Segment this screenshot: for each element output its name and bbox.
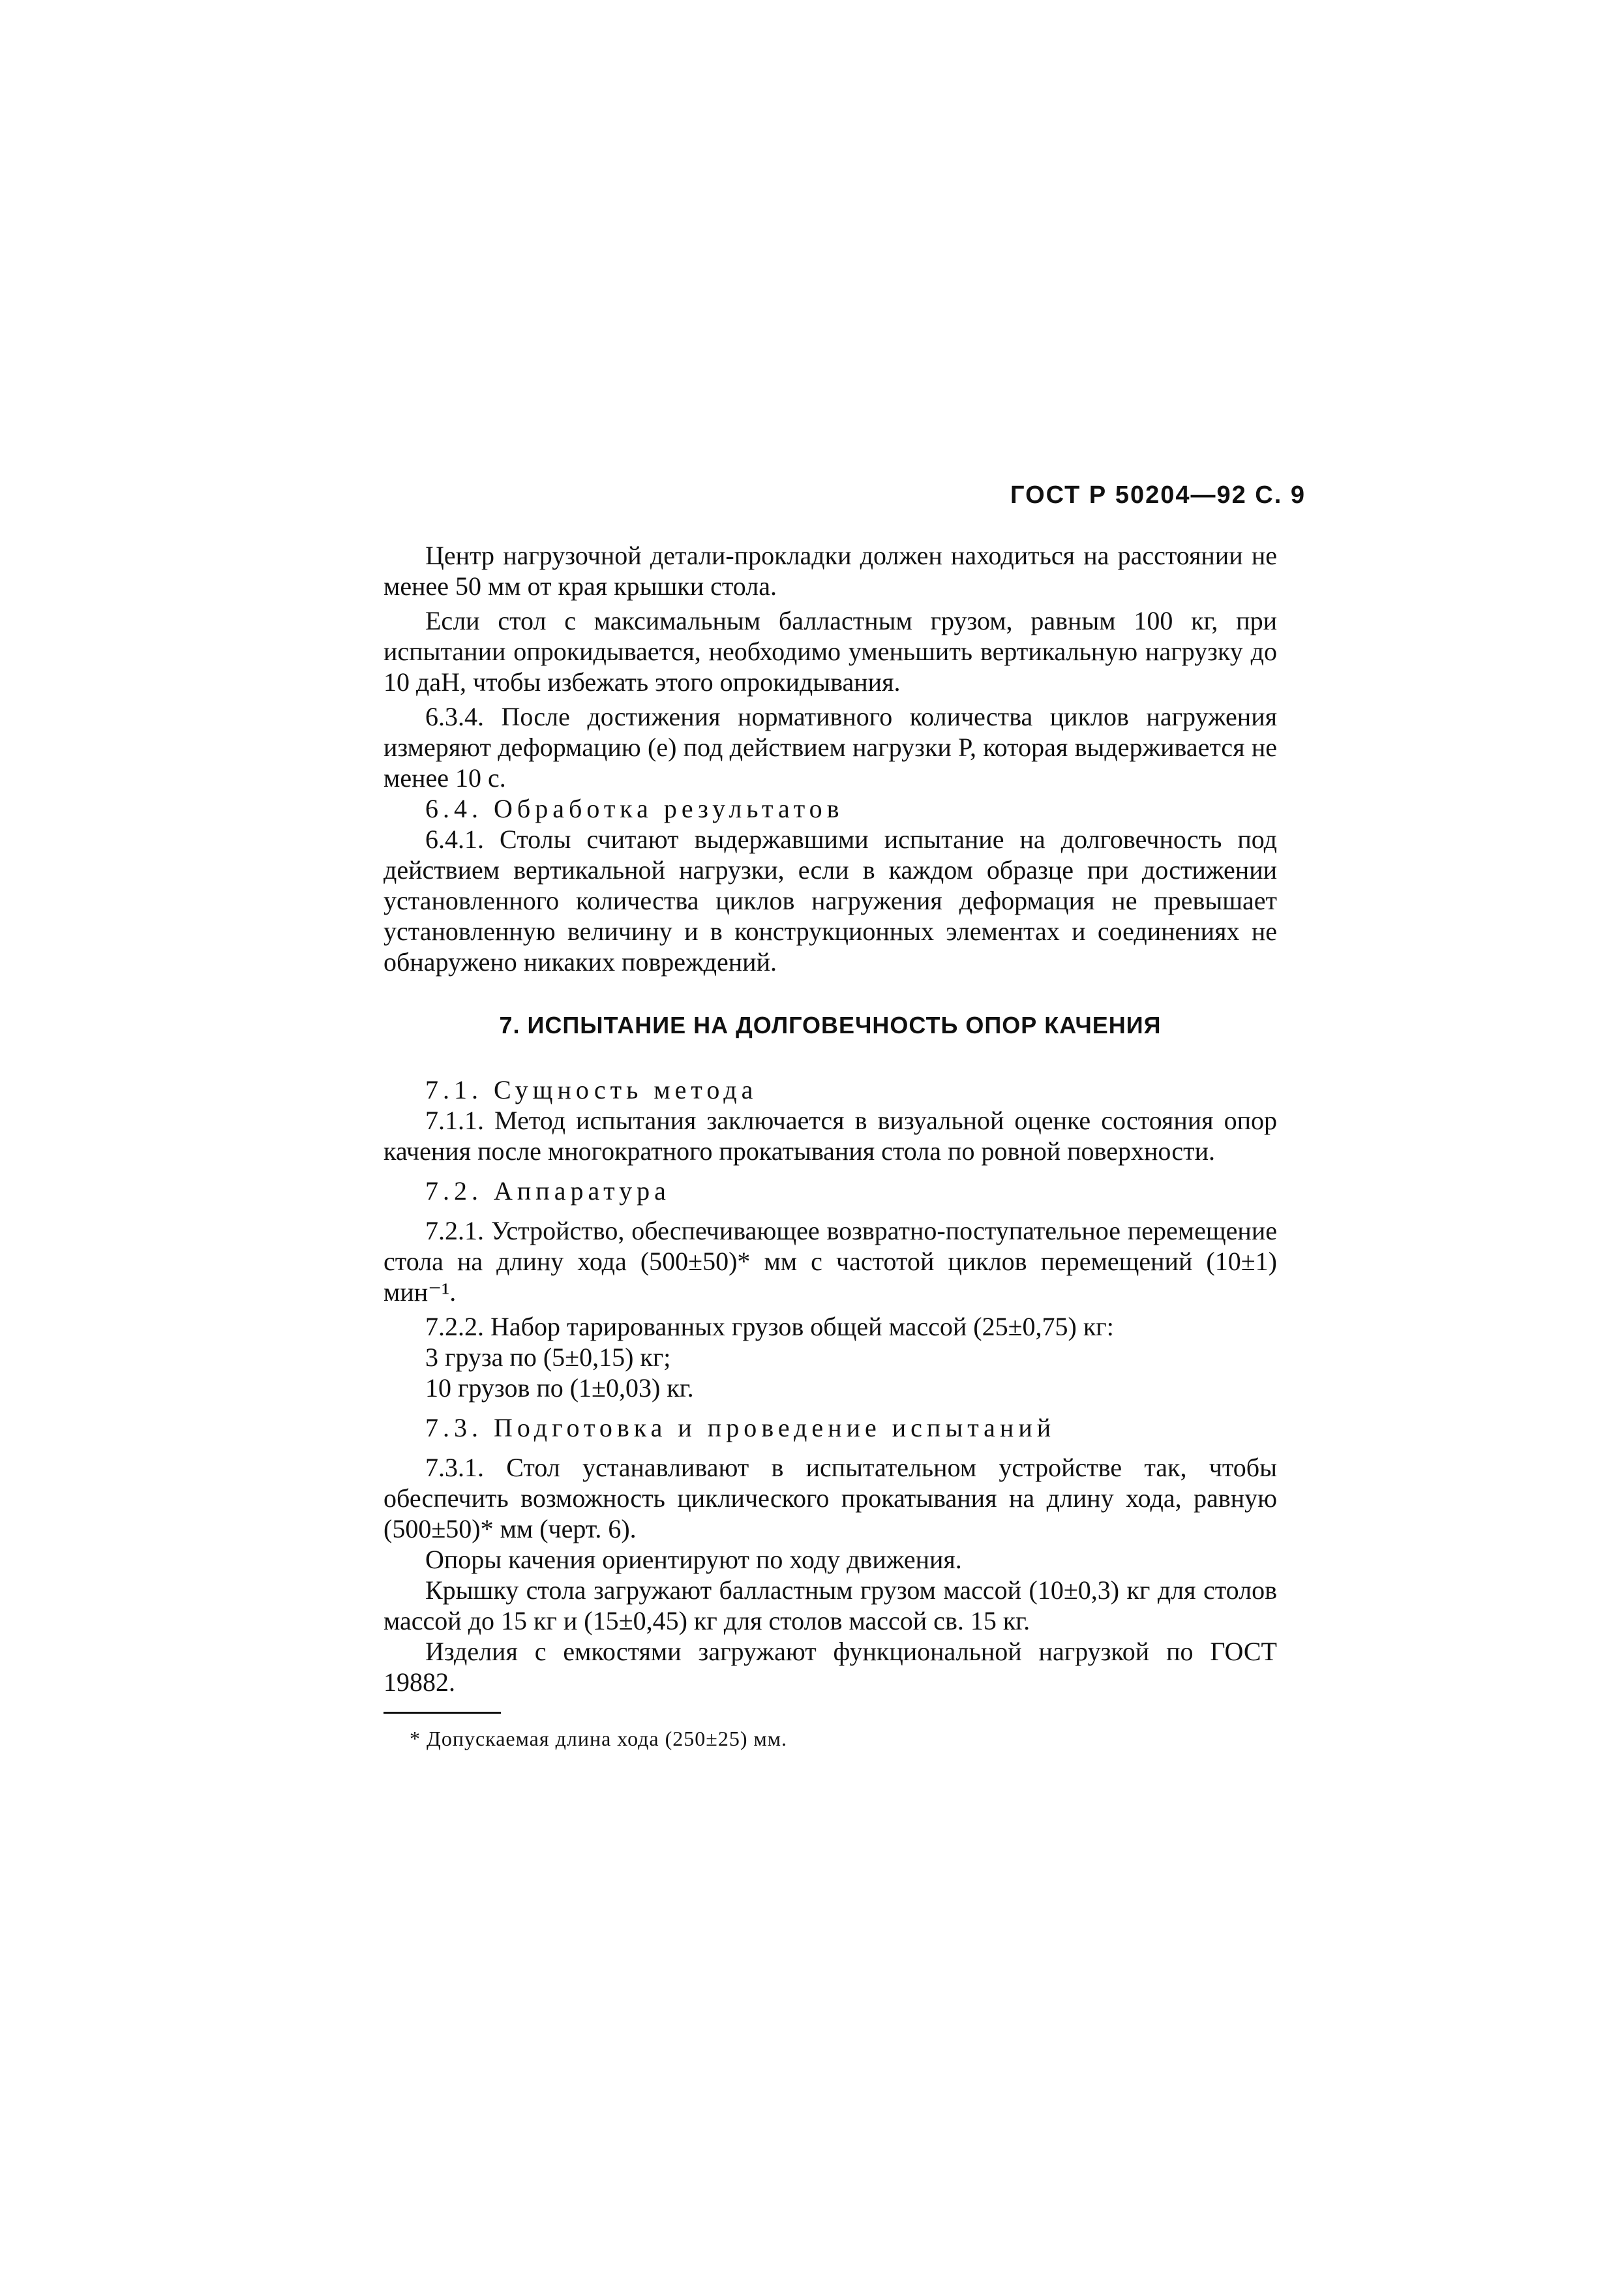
- paragraph-center-position: Центр нагрузочной детали-прокладки должен находиться на расстоянии не менее 50 мм от края крышки стола.: [383, 541, 1277, 601]
- section-title-7: 7. ИСПЫТАНИЕ НА ДОЛГОВЕЧНОСТЬ ОПОР КАЧЕНИЯ: [499, 1012, 1162, 1039]
- subheading-7-2: 7.2. Аппаратура: [425, 1176, 670, 1206]
- paragraph-7-3-1: 7.3.1. Стол устанавливают в испытательном устройстве так, чтобы обеспечить возможность циклического прокатывания на длину хода, равную (500±50)* мм (черт. 6).: [383, 1453, 1277, 1543]
- paragraph-weights-5kg: 3 груза по (5±0,15) кг;: [425, 1343, 671, 1372]
- paragraph-7-1-1: 7.1.1. Метод испытания заключается в визуальной оценке состояния опор качения после многократного прокатывания стола по ровной поверхности.: [383, 1106, 1277, 1166]
- paragraph-7-2-1: 7.2.1. Устройство, обеспечивающее возвратно-поступательное перемещение стола на длину хода (500±50)* мм с частотой циклов перемещений (10±1) мин⁻¹.: [383, 1216, 1277, 1307]
- paragraph-functional-load: Изделия с емкостями загружают функциональной нагрузкой по ГОСТ 19882.: [383, 1637, 1277, 1697]
- subheading-6-4: 6.4. Обработка результатов: [425, 794, 844, 823]
- page-header: ГОСТ Р 50204—92 С. 9: [1010, 481, 1306, 509]
- subheading-7-1: 7.1. Сущность метода: [425, 1075, 758, 1104]
- footnote-divider: [383, 1712, 501, 1714]
- paragraph-orientation: Опоры качения ориентируют по ходу движения.: [425, 1545, 962, 1574]
- paragraph-7-2-2: 7.2.2. Набор тарированных грузов общей массой (25±0,75) кг:: [425, 1312, 1114, 1341]
- paragraph-6-3-4: 6.3.4. После достижения нормативного количества циклов нагружения измеряют деформацию (e) под действием нагрузки P, которая выдерживается не менее 10 с.: [383, 702, 1277, 793]
- paragraph-6-4-1: 6.4.1. Столы считают выдержавшими испытание на долговечность под действием вертикальной нагрузки, если в каждом образце при достижении установленного количества циклов нагружения деформация не превышает установленную величину и в конструкционных элементах и соединениях не обнаружено никаких повреждений.: [383, 825, 1277, 977]
- subheading-7-3: 7.3. Подготовка и проведение испытаний: [425, 1413, 1056, 1442]
- paragraph-tipping-load: Если стол с максимальным балластным грузом, равным 100 кг, при испытании опрокидывается, необходимо уменьшить вертикальную нагрузку до 10 даН, чтобы избежать этого опрокидывания.: [383, 606, 1277, 697]
- footnote: * Допускаемая длина хода (250±25) мм.: [410, 1727, 787, 1750]
- paragraph-ballast-load: Крышку стола загружают балластным грузом массой (10±0,3) кг для столов массой до 15 кг и (15±0,45) кг для столов массой св. 15 кг.: [383, 1575, 1277, 1635]
- paragraph-weights-1kg: 10 грузов по (1±0,03) кг.: [425, 1373, 694, 1403]
- document-body: [383, 540, 1277, 1752]
